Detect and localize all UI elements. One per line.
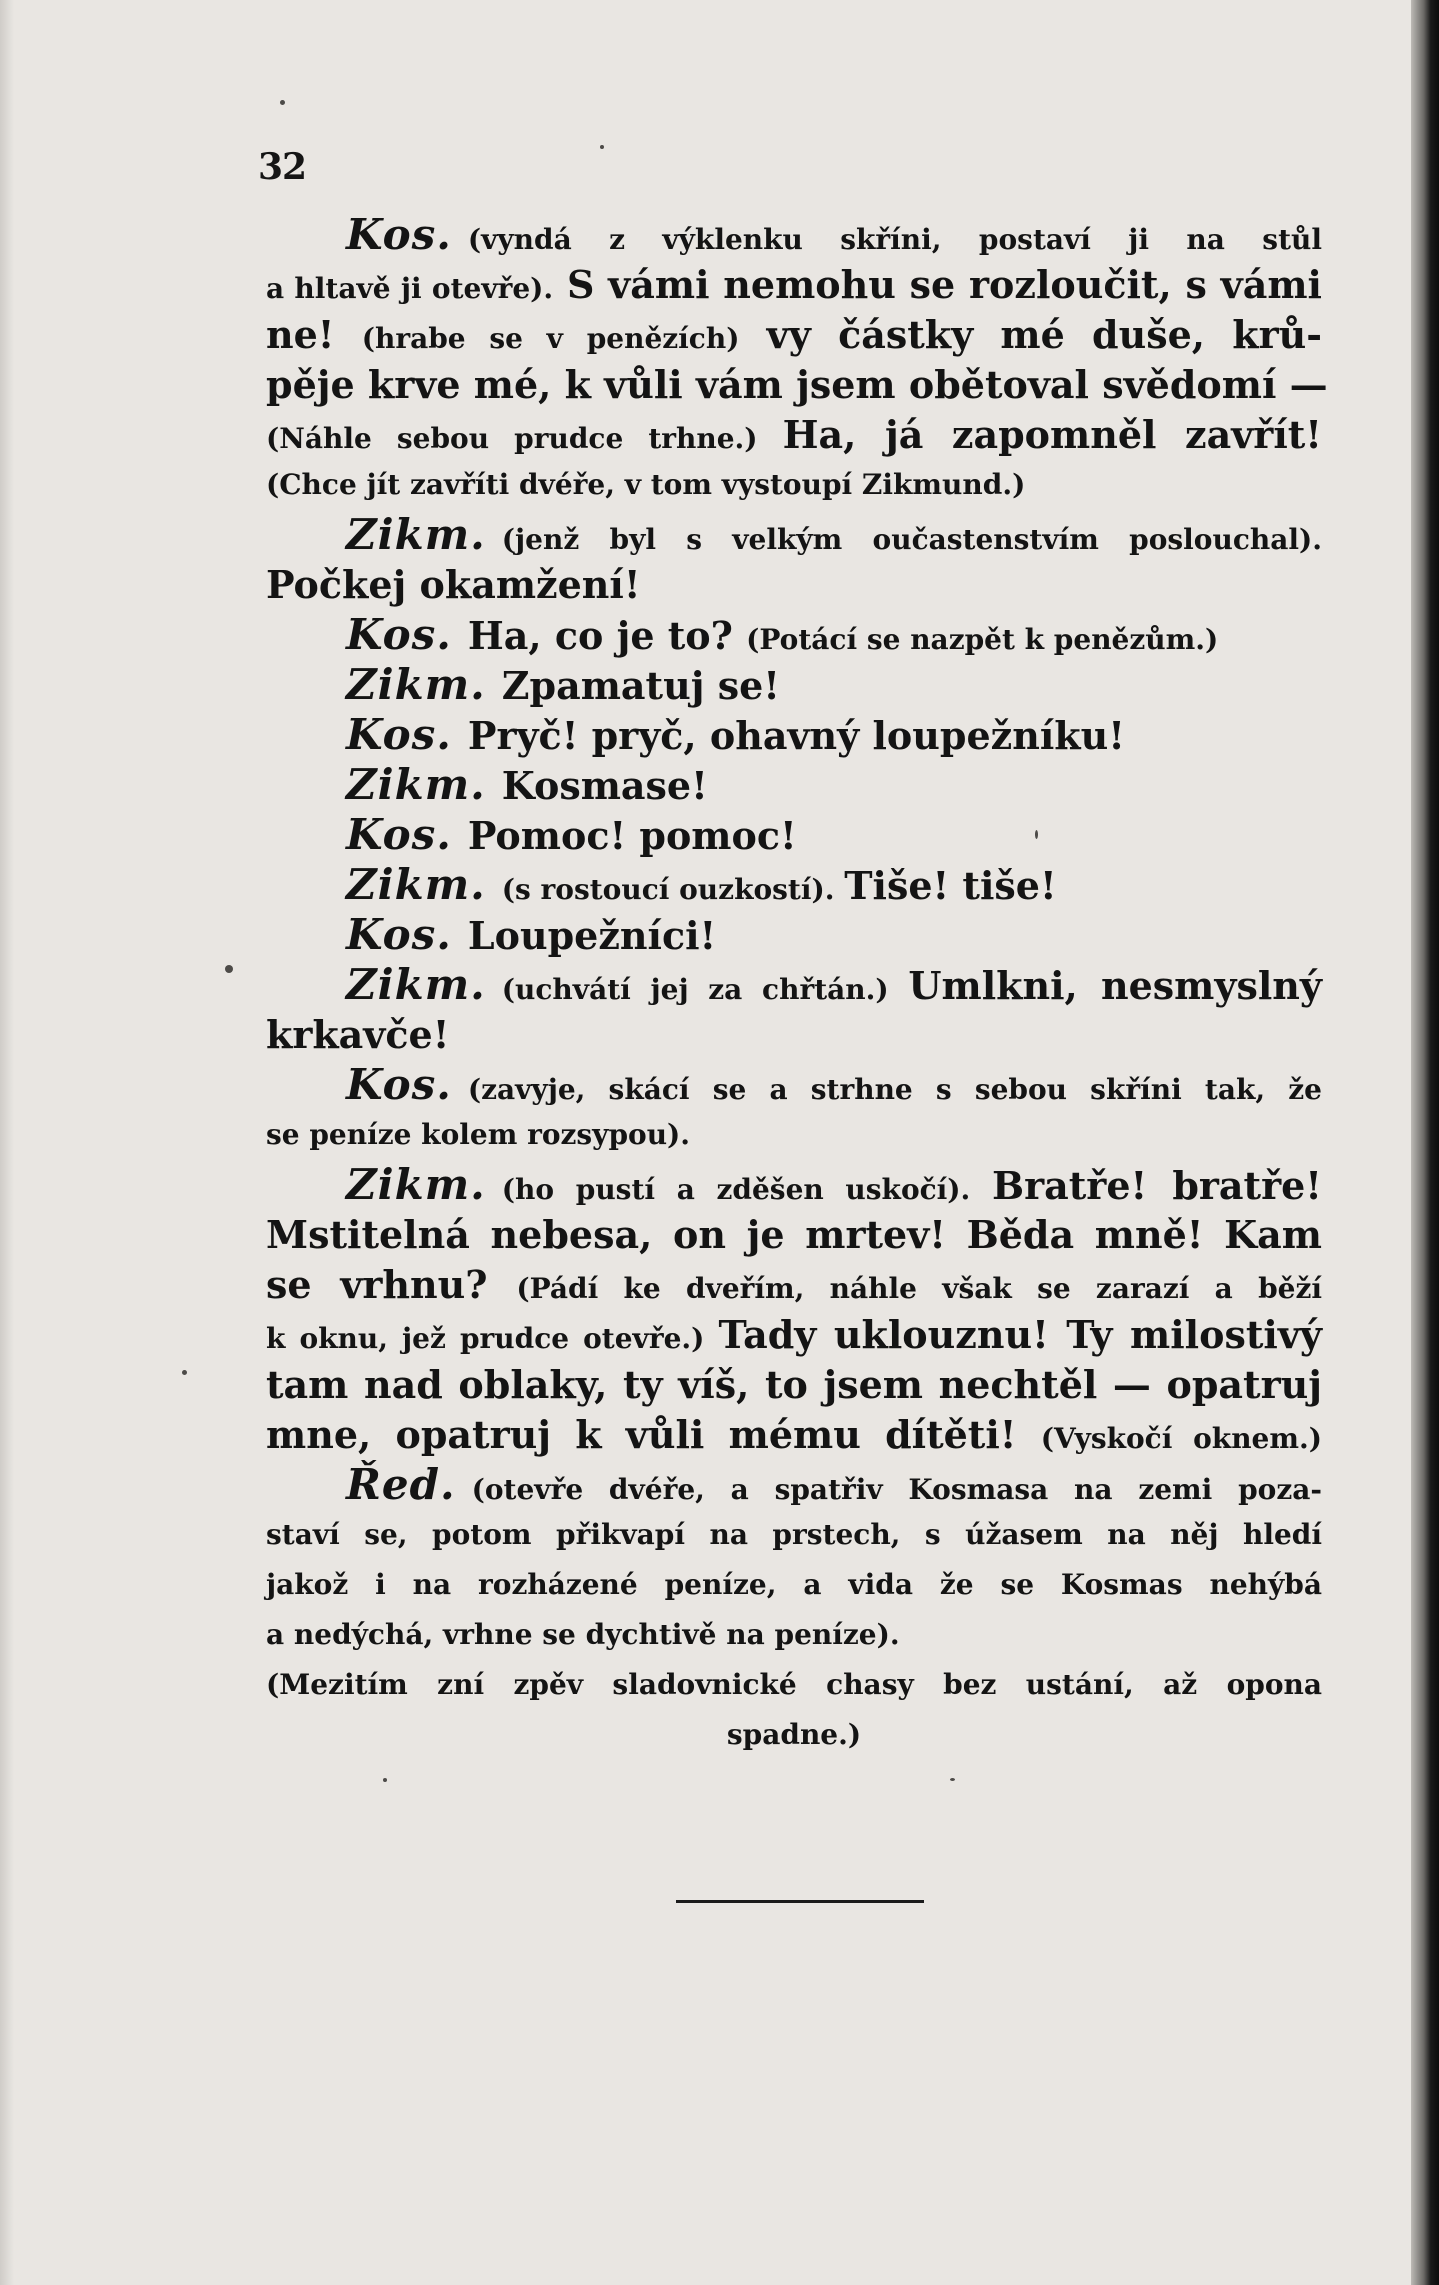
speaker-name: Řed.	[346, 1460, 456, 1509]
stage-direction: a hltavě ji otevře).	[266, 272, 554, 305]
stage-direction: (Pádí ke dveřím, náhle však se zarazí a běží	[516, 1272, 1323, 1305]
page-left-edge	[0, 0, 14, 2285]
text-line	[266, 910, 1322, 960]
dialogue-text: Loupežníci!	[467, 913, 717, 958]
text-line	[266, 610, 1322, 660]
paper-speck	[383, 1778, 387, 1782]
text-line	[266, 1210, 1322, 1260]
paper-speck	[1035, 830, 1038, 839]
stage-direction: spadne.)	[726, 1718, 862, 1751]
stage-direction: (Mezitím zní zpěv sladovnické chasy bez ustání, až opona	[266, 1668, 1322, 1701]
text-line	[266, 1610, 1322, 1660]
dialogue-text: vy částky mé duše, krů-	[739, 312, 1322, 357]
speaker-name: Kos.	[346, 1060, 452, 1109]
text-line	[266, 310, 1322, 360]
dialogue-text: S vámi nemohu se rozloučit, s vámi	[553, 262, 1322, 307]
text-line	[266, 1260, 1322, 1310]
text-line	[266, 1010, 1322, 1060]
stage-direction: (jenž byl s velkým oučastenstvím poslouchal).	[501, 523, 1322, 556]
paper-speck	[225, 965, 233, 973]
text-line	[266, 1160, 1322, 1210]
dialogue-text: Zpamatuj se!	[501, 663, 780, 708]
dialogue-text: tam nad oblaky, ty víš, to jsem nechtěl — opatruj	[266, 1362, 1322, 1407]
dialogue-text: Ha, já zapomněl zavřít!	[782, 412, 1322, 457]
dialogue-text: Počkej okamžení!	[266, 562, 641, 607]
dialogue-text: Kosmase!	[501, 763, 708, 808]
page-number: 32	[258, 146, 307, 188]
speaker-name: Zikm.	[346, 760, 486, 809]
dialogue-text: ne!	[266, 312, 362, 357]
speaker-name: Zikm.	[346, 660, 486, 709]
text-line	[266, 1310, 1322, 1360]
dialogue-text: Tiše! tiše!	[844, 863, 1057, 908]
stage-direction: (Potácí se nazpět k penězům.)	[746, 623, 1219, 656]
paper-speck	[950, 1778, 955, 1781]
speaker-name: Zikm.	[346, 960, 486, 1009]
text-line	[266, 510, 1322, 560]
text-line	[266, 260, 1322, 310]
stage-direction: jakož i na rozházené peníze, a vida že se Kosmas nehýbá	[266, 1568, 1322, 1601]
stage-direction: (vyndá z výklenku skříni, postaví ji na stůl	[467, 223, 1322, 256]
stage-direction: (otevře dvéře, a spatřiv Kosmasa na zemi poza-	[471, 1473, 1322, 1506]
dialogue-text: Umlkni, nesmyslný	[908, 963, 1322, 1008]
text-line	[266, 860, 1322, 910]
dialogue-text: Pomoc! pomoc!	[467, 813, 797, 858]
play-text	[266, 210, 1328, 1760]
dialogue-text: pěje krve mé, k vůli vám jsem obětoval svědomí —	[266, 362, 1328, 407]
speaker-name: Kos.	[346, 810, 452, 859]
text-line	[266, 1660, 1322, 1710]
page-right-edge-shadow	[1411, 0, 1439, 2285]
text-line	[266, 1710, 1322, 1760]
speaker-name: Zikm.	[346, 1160, 486, 1209]
dialogue-text: se vrhnu?	[266, 1262, 517, 1307]
text-line	[266, 1410, 1322, 1460]
dialogue-text: krkavče!	[266, 1012, 450, 1057]
stage-direction: a nedýchá, vrhne se dychtivě na peníze).	[266, 1618, 900, 1651]
text-line	[266, 1560, 1322, 1610]
dialogue-text: mne, opatruj k vůli mému dítěti!	[266, 1412, 1041, 1457]
stage-direction: (ho pustí a zděšen uskočí).	[501, 1173, 992, 1206]
stage-direction: (zavyje, skácí se a strhne s sebou skříni tak, že	[467, 1073, 1322, 1106]
text-line	[266, 360, 1328, 410]
dialogue-text: Tady uklouznu! Ty milostivý	[718, 1312, 1322, 1357]
stage-direction: (uchvátí jej za chřtán.)	[501, 973, 909, 1006]
stage-direction: k oknu, jež prudce otevře.)	[266, 1322, 719, 1355]
dialogue-text: Mstitelná nebesa, on je mrtev! Běda mně! Kam	[266, 1212, 1322, 1257]
dialogue-text: Ha, co je to?	[467, 613, 747, 658]
paper-speck	[600, 145, 604, 149]
stage-direction: (Náhle sebou prudce trhne.)	[266, 422, 783, 455]
text-line	[266, 760, 1322, 810]
speaker-name: Kos.	[346, 910, 452, 959]
stage-direction: se peníze kolem rozsypou).	[266, 1118, 691, 1151]
stage-direction: (s rostoucí ouzkostí).	[501, 873, 845, 906]
text-line	[266, 560, 1322, 610]
dialogue-text: Pryč! pryč, ohavný loupežníku!	[467, 713, 1125, 758]
text-line	[266, 710, 1322, 760]
stage-direction: staví se, potom přikvapí na prstech, s úžasem na něj hledí	[266, 1518, 1322, 1551]
speaker-name: Kos.	[346, 710, 452, 759]
end-rule	[676, 1900, 924, 1903]
paper-speck	[182, 1370, 187, 1375]
stage-direction: (hrabe se v penězích)	[361, 322, 740, 355]
paper-speck	[280, 100, 285, 105]
text-line	[266, 1360, 1322, 1410]
speaker-name: Kos.	[346, 610, 452, 659]
stage-direction: (Vyskočí oknem.)	[1040, 1422, 1322, 1455]
text-line	[266, 460, 1322, 510]
text-line	[266, 1060, 1322, 1110]
text-line	[266, 660, 1322, 710]
speaker-name: Zikm.	[346, 510, 486, 559]
text-line	[266, 410, 1322, 460]
text-line	[266, 960, 1322, 1010]
text-line	[266, 210, 1322, 260]
text-line	[266, 1110, 1322, 1160]
text-line	[266, 1460, 1322, 1510]
speaker-name: Zikm.	[346, 860, 486, 909]
text-line	[266, 810, 1322, 860]
dialogue-text: Bratře! bratře!	[991, 1163, 1322, 1208]
speaker-name: Kos.	[346, 210, 452, 259]
text-line	[266, 1510, 1322, 1560]
stage-direction: (Chce jít zavříti dvéře, v tom vystoupí Zikmund.)	[266, 468, 1026, 501]
